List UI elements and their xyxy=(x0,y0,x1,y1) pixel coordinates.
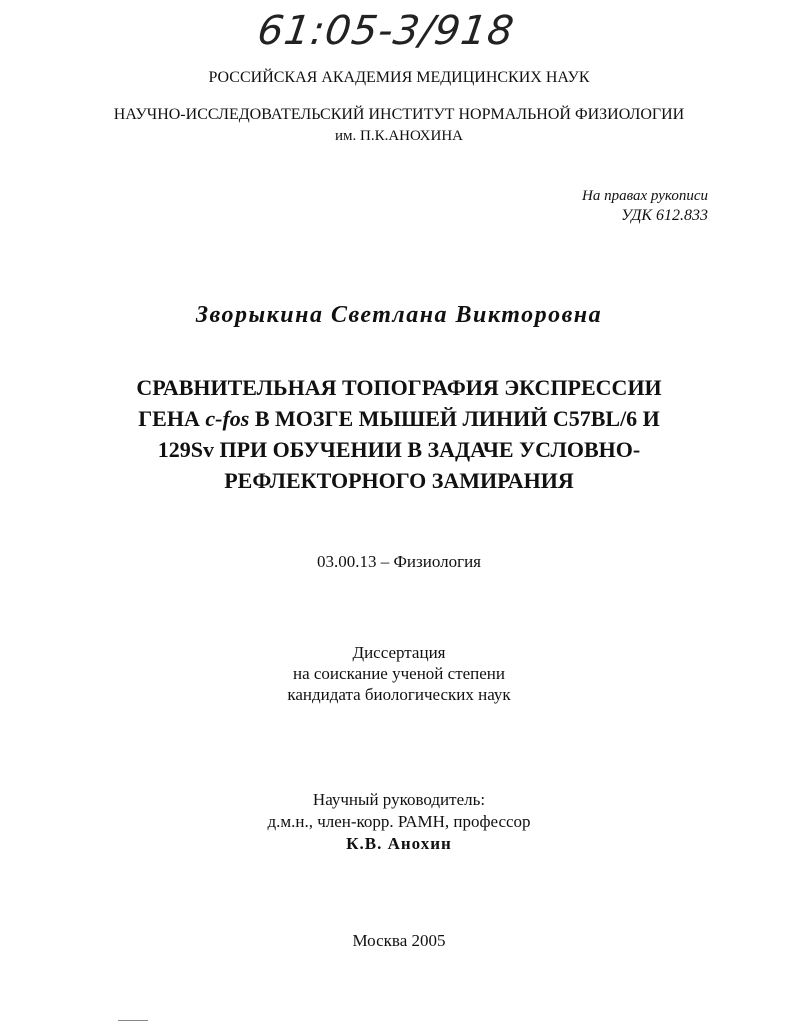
specialty-code: 03.00.13 – Физиология xyxy=(317,552,481,571)
degree-purpose: на соискание ученой степени xyxy=(292,664,506,683)
title-line-2-start: ГЕНА xyxy=(138,406,206,431)
degree-name: кандидата биологических наук xyxy=(287,685,511,704)
city-year: Москва 2005 xyxy=(352,931,446,950)
dissertation-degree xyxy=(0,642,798,705)
title-line-2 xyxy=(0,403,798,434)
dissertation-label: Диссертация xyxy=(352,643,446,662)
udk-code: УДК 612.833 xyxy=(621,207,708,224)
title-line-2-end: В МОЗГЕ МЫШЕЙ ЛИНИЙ C57BL/6 И xyxy=(249,406,660,431)
handwritten-library-code: 61:05-3/918 xyxy=(254,8,518,54)
title-line-4: РЕФЛЕКТОРНОГО ЗАМИРАНИЯ xyxy=(224,468,574,493)
manuscript-rights: На правах рукописи xyxy=(582,188,708,204)
author-name: Зворыкина Светлана Викторовна xyxy=(195,302,603,328)
advisor-name: К.В. Анохин xyxy=(346,834,452,853)
title-line-3: 129Sv ПРИ ОБУЧЕНИИ В ЗАДАЧЕ УСЛОВНО- xyxy=(157,437,641,462)
title-line-1: СРАВНИТЕЛЬНАЯ ТОПОГРАФИЯ ЭКСПРЕССИИ xyxy=(136,375,662,400)
scan-artifact xyxy=(118,1020,148,1021)
academy-name: РОССИЙСКАЯ АКАДЕМИЯ МЕДИЦИНСКИХ НАУК xyxy=(208,69,590,86)
advisor-credentials: д.м.н., член-корр. РАМН, профессор xyxy=(267,812,531,831)
institute-named-after: им. П.К.АНОХИНА xyxy=(334,128,463,144)
gene-name: c-fos xyxy=(205,406,250,431)
advisor-block xyxy=(0,789,798,855)
dissertation-title xyxy=(0,372,798,496)
manuscript-block xyxy=(582,186,708,226)
institute-name: НАУЧНО-ИССЛЕДОВАТЕЛЬСКИЙ ИНСТИТУТ НОРМАЛЬНОЙ ФИЗИОЛОГИИ xyxy=(113,106,685,123)
advisor-label: Научный руководитель: xyxy=(312,790,486,809)
